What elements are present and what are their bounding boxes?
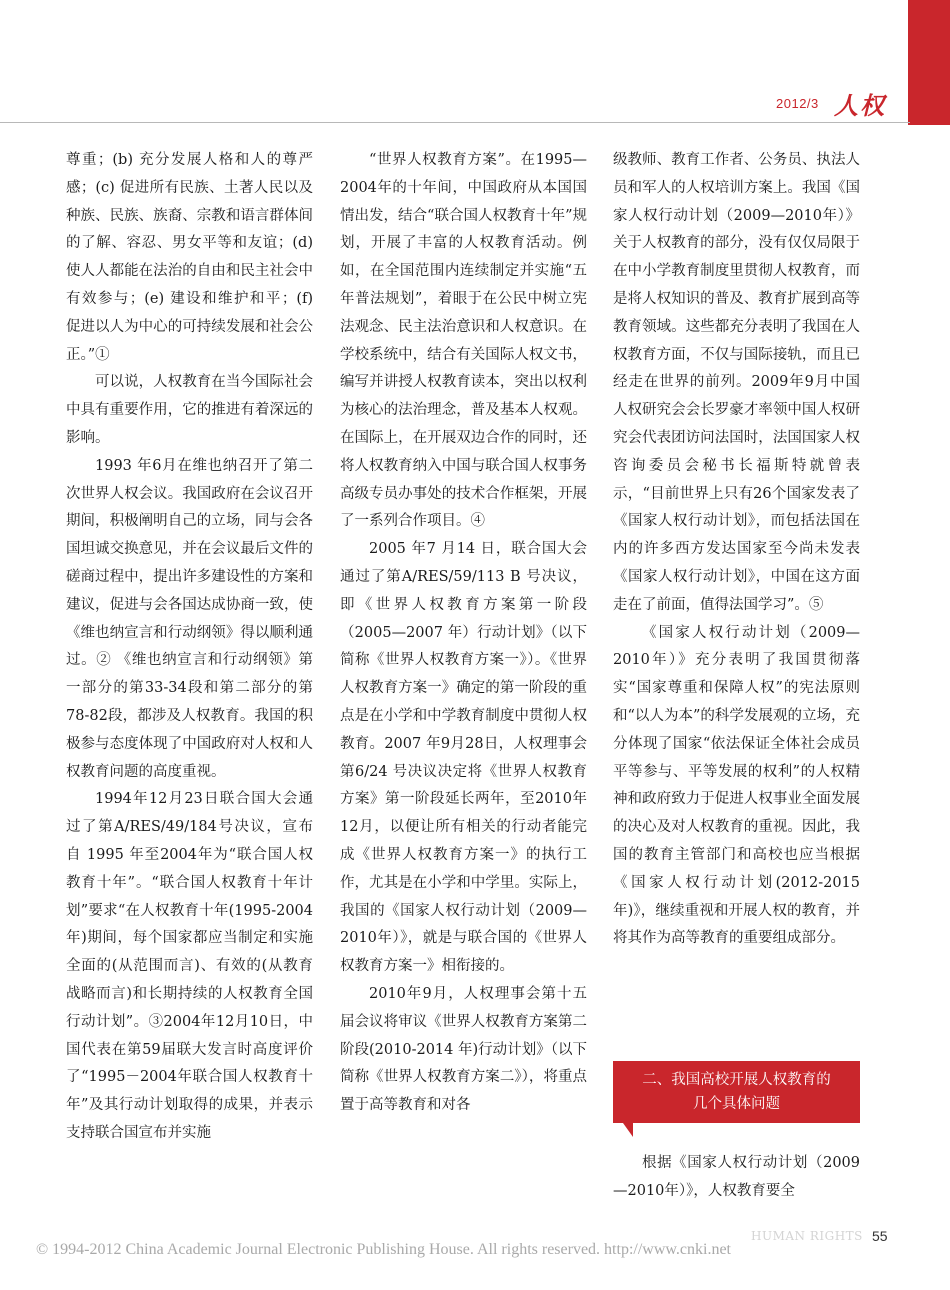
footer-watermark: HUMAN RIGHTS — [751, 1229, 863, 1243]
paragraph: 1994年12月23日联合国大会通过了第A/RES/49/184号决议，宣布自 1995 年至2004年为“联合国人权教育十年”。“联合国人权教育十年计划”要求“在人权教育十年(1995-2004 年)期间，每个国家都应当制定和实施全面的(从范围而言)、有效的(从教育战略而言)和长期持续的人权教育全国行动计划”。③2004年12月10日，中国代表在第59届联大发言时高度评价了“1995－2004年联合国人权教育十年”及其行动计划取得的成果，并表示支持联合国宣布并实施 — [66, 791, 313, 1141]
page-number: 55 — [872, 1228, 888, 1244]
text-column-2 — [340, 147, 587, 1120]
paragraph: 1993 年6月在维也纳召开了第二次世界人权会议。我国政府在会议召开期间，积极阐明自己的立场，同与会各国坦诚交换意见，并在会议最后文件的磋商过程中，提出许多建设性的方案和建议，促进与会各国达成协商一致，使《维也纳宣言和行动纲领》得以顺利通过。② 《维也纳宣言和行动纲领》第一部分的第33-34段和第二部分的第78-82段，都涉及人权教育。我国的积极参与态度体现了中国政府对人权和人权教育问题的高度重视。 — [66, 457, 313, 780]
text-column-1 — [66, 147, 313, 1148]
text-column-3-continued — [613, 1150, 860, 1206]
paragraph: 2005 年7 月14 日，联合国大会通过了第A/RES/59/113 B 号决议，即《世界人权教育方案第一阶段（2005—2007 年）行动计划》（以下简称《世界人权教育方案一》）。《世界人权教育方案一》确定的第一阶段的重点是在小学和中学教育制度中贯彻人权教育。2007 年9月28日，人权理事会第6/24 号决议决定将《世界人权教育方案》第一阶段延长两年，至2010年12月，以便让所有相关的行动者能完成《世界人权教育方案一》的执行工作，尤其是在小学和中学里。实际上，我国的《国家人权行动计划（2009—2010年）》，就是与联合国的《世界人权教育方案一》相衔接的。 — [340, 541, 587, 975]
journal-logo: 人权 — [834, 91, 886, 120]
section-heading-line-2: 几个具体问题 — [693, 1096, 780, 1112]
paragraph: “世界人权教育方案”。在1995—2004年的十年间，中国政府从本国国情出发，结合“联合国人权教育十年”规划，开展了丰富的人权教育活动。例如，在全国范围内连续制定并实施“五年普法规划”，着眼于在公民中树立宪法观念、民主法治意识和人权意识。在学校系统中，结合有关国际人权文书，编写并讲授人权教育读本，突出以权利为核心的法治理念，普及基本人权观。在国际上，在开展双边合作的同时，还将人权教育纳入中国与联合国人权事务高级专员办事处的技术合作框架，开展了一系列合作项目。④ — [340, 152, 587, 530]
section-heading-line-1: 二、我国高校开展人权教育的 — [642, 1072, 831, 1088]
paragraph: 《国家人权行动计划（2009—2010年）》充分表明了我国贯彻落实“国家尊重和保障人权”的宪法原则和“以人为本”的科学发展观的立场，充分体现了国家“依法保证全体社会成员平等参与、平等发展的权利”的人权精神和政府致力于促进人权事业全面发展的决心及对人权教育的重视。因此，我国的教育主管部门和高校也应当根据《国家人权行动计划(2012-2015年)》，继续重视和开展人权的教育，并将其作为高等教育的重要组成部分。 — [613, 624, 860, 947]
header-divider — [0, 122, 910, 123]
section-heading-notch — [613, 1123, 633, 1137]
paragraph: 可以说，人权教育在当今国际社会中具有重要作用，它的推进有着深远的影响。 — [66, 374, 313, 446]
header-accent-bar — [908, 0, 950, 125]
paragraph: 根据《国家人权行动计划（2009—2010年）》，人权教育要全 — [613, 1155, 860, 1199]
text-column-3 — [613, 147, 860, 953]
section-heading — [613, 1061, 860, 1123]
paragraph: 级教师、教育工作者、公务员、执法人员和军人的人权培训方案上。我国《国家人权行动计划（2009—2010年）》关于人权教育的部分，没有仅仅局限于在中小学教育制度里贯彻人权教育，而是将人权知识的普及、教育扩展到高等教育领域。这些都充分表明了我国在人权教育方面，不仅与国际接轨，而且已经走在世界的前列。2009年9月中国人权研究会会长罗豪才率领中国人权研究会代表团访问法国时，法国国家人权咨询委员会秘书长福斯特就曾表示，“目前世界上只有26个国家发表了《国家人权行动计划》，而包括法国在内的许多西方发达国家至今尚未发表《国家人权行动计划》，中国在这方面走在了前面，值得法国学习”。⑤ — [613, 152, 860, 613]
copyright-notice: © 1994-2012 China Academic Journal Electronic Publishing House. All rights reserved. http://www.cnki.net — [36, 1241, 731, 1258]
paragraph: 2010年9月，人权理事会第十五届会议将审议《世界人权教育方案第二阶段(2010-2014 年)行动计划》（以下简称《世界人权教育方案二》），将重点置于高等教育和对各 — [340, 985, 587, 1114]
paragraph: 尊重；(b) 充分发展人格和人的尊严感；(c) 促进所有民族、土著人民以及种族、民族、族裔、宗教和语言群体间的了解、容忍、男女平等和友谊；(d) 使人人都能在法治的自由和民主社会中有效参与；(e) 建设和维护和平；(f) 促进以人为中心的可持续发展和社会公正。”① — [66, 152, 313, 363]
issue-number: 2012/3 — [776, 96, 819, 111]
